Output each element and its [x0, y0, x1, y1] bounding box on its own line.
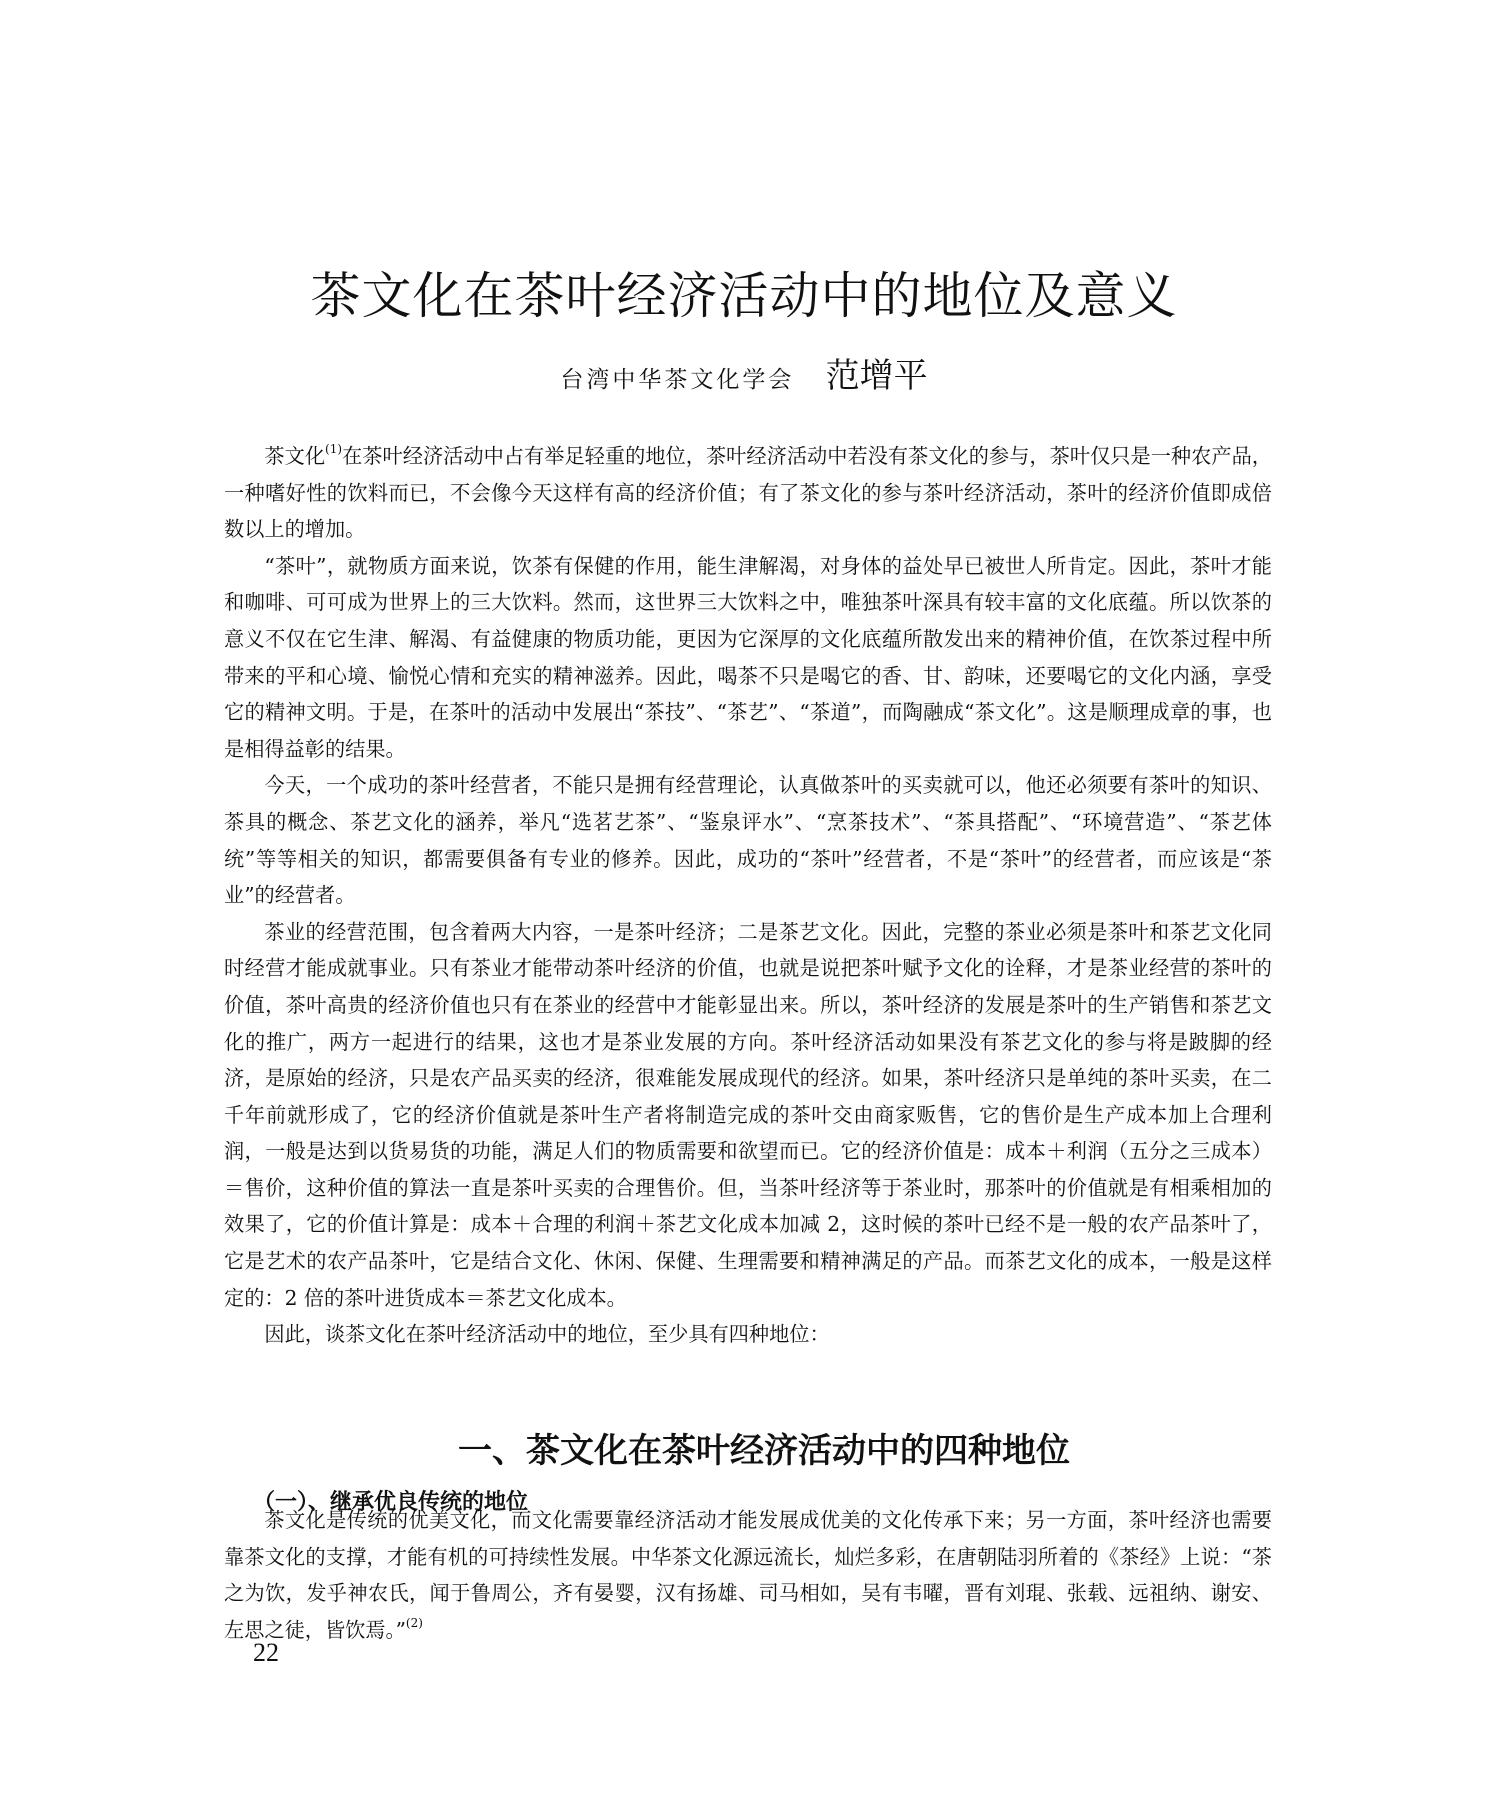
- intro-body: [224, 438, 1272, 1353]
- section-body: [224, 1502, 1272, 1648]
- article-title: 茶文化在茶叶经济活动中的地位及意义: [310, 266, 1178, 325]
- paragraph-1-rest: 在茶叶经济活动中占有举足轻重的地位，茶叶经济活动中若没有茶文化的参与，茶叶仅只是一种农产品，一种嗜好性的饮料而已，不会像今天这样有高的经济价值；有了茶文化的参与茶叶经济活动，茶叶的经济价值即成倍数以上的增加。: [224, 444, 1272, 542]
- paragraph-1-lead: 茶文化: [264, 444, 326, 468]
- footnote-ref-1: (1): [325, 442, 343, 456]
- byline: [0, 348, 1488, 397]
- section-paragraph-text: 茶文化是传统的优美文化，而文化需要靠经济活动才能发展成优美的文化传承下来；另一方面，茶叶经济也需要靠茶文化的支撑，才能有机的可持续性发展。中华茶文化源远流长，灿烂多彩，在唐朝陆羽所着的《茶经》上说：“茶之为饮，发乎神农氏，闻于鲁周公，齐有晏婴，汉有扬雄、司马相如，吴有韦曜，晋有刘琨、张载、远祖纳、谢安、左思之徒，皆饮焉。”: [224, 1508, 1272, 1642]
- section-paragraph: [224, 1502, 1272, 1648]
- subsection-heading: （一）、继承优良传统的地位: [253, 1490, 529, 1515]
- author-name: 范增平: [825, 356, 928, 396]
- paragraph-2: “茶叶”，就物质方面来说，饮茶有保健的作用，能生津解渴，对身体的益处早已被世人所肯定。因此，茶叶才能和咖啡、可可成为世界上的三大饮料。然而，这世界三大饮料之中，唯独茶叶深具有较丰富的文化底蕴。所以饮茶的意义不仅在它生津、解渴、有益健康的物质功能，更因为它深厚的文化底蕴所散发出来的精神价值，在饮茶过程中所带来的平和心境、愉悦心情和充实的精神滋养。因此，喝茶不只是喝它的香、甘、韵味，还要喝它的文化内涵，享受它的精神文明。于是，在茶叶的活动中发展出“茶技”、“茶艺”、“茶道”，而陶融成“茶文化”。这是顺理成章的事，也是相得益彰的结果。: [224, 553, 1272, 761]
- page-number: 22: [253, 1638, 279, 1667]
- footnote-ref-2: (2): [405, 1615, 423, 1630]
- section-heading: 一、茶文化在茶叶经济活动中的四种地位: [458, 1431, 1070, 1472]
- paragraph-4: 茶业的经营范围，包含着两大内容，一是茶叶经济；二是茶艺文化。因此，完整的茶业必须是茶叶和茶艺文化同时经营才能成就事业。只有茶业才能带动茶叶经济的价值，也就是说把茶叶赋予文化的诠释，才是茶业经营的茶叶的价值，茶叶高贵的经济价值也只有在茶业的经营中才能彰显出来。所以，茶叶经济的发展是茶叶的生产销售和茶艺文化的推广，两方一起进行的结果，这也才是茶业发展的方向。茶叶经济活动如果没有茶艺文化的参与将是跛脚的经济，是原始的经济，只是农产品买卖的经济，很难能发展成现代的经济。如果，茶叶经济只是单纯的茶叶买卖，在二千年前就形成了，它的经济价值就是茶叶生产者将制造完成的茶叶交由商家贩售，它的售价是生产成本加上合理利润，一般是达到以货易货的功能，满足人们的物质需要和欲望而已。它的经济价值是：成本＋利润（五分之三成本）＝售价，这种价值的算法一直是茶叶买卖的合理售价。但，当茶叶经济等于茶业时，那茶叶的价值就是有相乘相加的效果了，它的价值计算是：成本＋合理的利润＋茶艺文化成本加减 2，这时候的茶叶已经不是一般的农产品茶叶了，它是艺术的农产品茶叶，它是结合文化、休闲、保健、生理需要和精神满足的产品。而茶艺文化的成本，一般是这样定的：2 倍的茶叶进货成本＝茶艺文化成本。: [224, 919, 1272, 1310]
- author-affiliation: 台湾中华茶文化学会: [560, 367, 795, 393]
- paragraph-5: 因此，谈茶文化在茶叶经济活动中的地位，至少具有四种地位：: [264, 1322, 830, 1347]
- paragraph-1: [224, 438, 1272, 548]
- paragraph-3: 今天，一个成功的茶叶经营者，不能只是拥有经营理论，认真做茶叶的买卖就可以，他还必须要有茶叶的知识、茶具的概念、茶艺文化的涵养，举凡“选茗艺茶”、“鉴泉评水”、“烹茶技术”、“茶具搭配”、“环境营造”、“茶艺体统”等等相关的知识，都需要俱备有专业的修养。因此，成功的“茶叶”经营者，不是“茶叶”的经营者，而应该是“茶业”的经营者。: [224, 773, 1272, 908]
